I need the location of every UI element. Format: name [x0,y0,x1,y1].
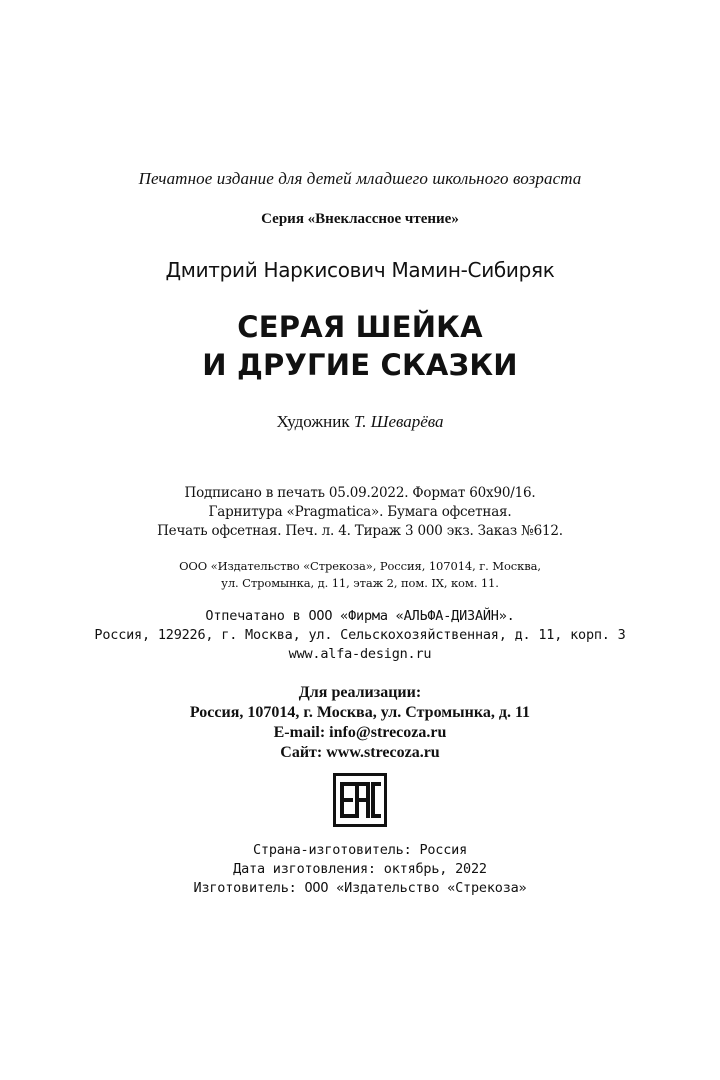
sales-heading: Для реализации: [298,684,422,701]
print-info-line-2: Гарнитура «Pragmatica». Бумага офсетная. [208,504,512,520]
sales-email: E-mail: info@strecoza.ru [273,724,447,741]
country-of-manufacture: Страна-изготовитель: Россия [252,842,468,858]
printer-line-2: Россия, 129226, г. Москва, ул. Сельскохозяйственная, д. 11, корп. 3 [94,627,626,643]
manufacture-date: Дата изготовления: октябрь, 2022 [233,861,487,877]
print-info-line-3: Печать офсетная. Печ. л. 4. Тираж 3 000 экз. Заказ №612. [157,523,563,539]
illustrator-credit [0,412,720,432]
manufacturer: Изготовитель: ООО «Издательство «Стрекоза» [193,880,527,896]
illustrator-name: Т. Шеварёва [353,412,444,431]
eac-mark-icon [333,773,387,827]
print-info-line-1: Подписано в печать 05.09.2022. Формат 60х90/16. [184,485,536,501]
publisher-line-2: ул. Стромынка, д. 11, этаж 2, пом. IX, ком. 11. [221,576,499,590]
printer-website: www.alfa-design.ru [288,646,432,662]
printer-line-1: Отпечатано в ООО «Фирма «АЛЬФА-ДИЗАЙН». [205,608,515,624]
sales-website: Сайт: www.strecoza.ru [280,744,440,761]
book-title-line-2: И ДРУГИЕ СКАЗКИ [202,348,518,382]
author-name: Дмитрий Наркисович Мамин-Сибиряк [165,258,555,282]
publisher-line-1: ООО «Издательство «Стрекоза», Россия, 107014, г. Москва, [179,559,541,573]
illustrator-label: Художник [276,412,350,431]
series-name: Серия «Внеклассное чтение» [261,211,459,227]
book-title-line-1: СЕРАЯ ШЕЙКА [237,310,483,344]
sales-address: Россия, 107014, г. Москва, ул. Стромынка, д. 11 [189,704,531,721]
audience-note: Печатное издание для детей младшего школьного возраста [138,169,582,188]
